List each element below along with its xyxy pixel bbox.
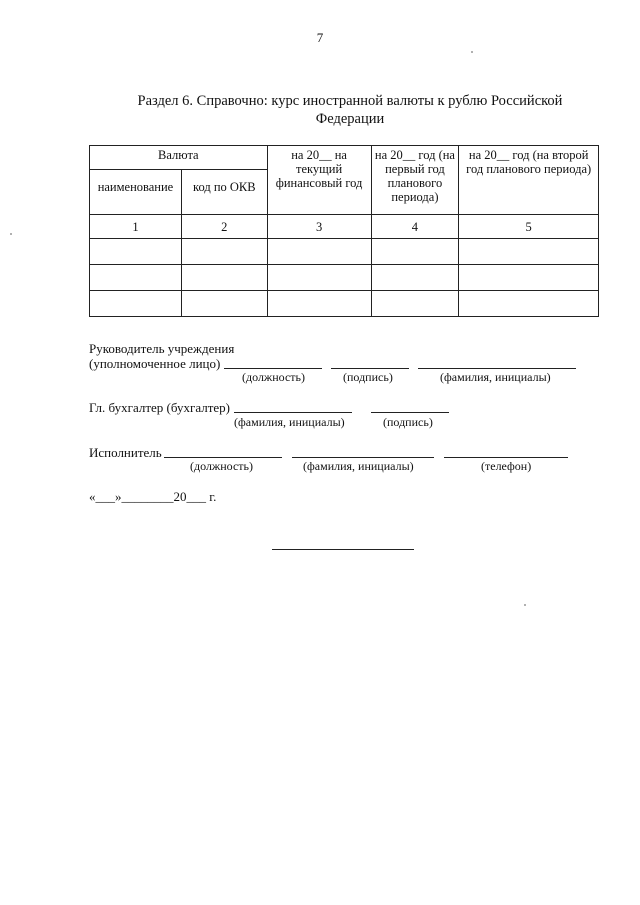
table-cell (90, 291, 182, 317)
table-cell (371, 265, 459, 291)
executor-position-line (164, 457, 282, 458)
section-title-line-2: Федерации (315, 111, 385, 127)
table-row (90, 239, 599, 265)
accountant-label: Гл. бухгалтер (бухгалтер) (89, 400, 230, 415)
accountant-name-line (234, 412, 352, 413)
table-cell (459, 291, 599, 317)
table-row (90, 291, 599, 317)
executor-name-line (292, 457, 434, 458)
currency-name-header: наименование (90, 170, 182, 215)
date-line: «___»________20___ г. (89, 489, 217, 504)
table-cell (181, 265, 267, 291)
accountant-signature-caption: (подпись) (383, 415, 433, 429)
accountant-signature-line (371, 412, 449, 413)
table-cell (459, 265, 599, 291)
head-position-line (224, 368, 322, 369)
table-cell (181, 239, 267, 265)
head-signature-line (331, 368, 409, 369)
exchange-rate-table (89, 145, 599, 317)
column-number-5: 5 (459, 215, 599, 239)
scan-speck (524, 604, 526, 606)
table-cell (90, 265, 182, 291)
head-name-line (418, 368, 576, 369)
first-plan-year-header: на 20__ год (на первый год планового периода) (371, 146, 459, 215)
column-number-2: 2 (181, 215, 267, 239)
scan-speck (10, 233, 12, 235)
executor-position-caption: (должность) (190, 459, 253, 473)
table-cell (267, 265, 371, 291)
table-cell (371, 291, 459, 317)
head-label-line-1: Руководитель учреждения (89, 341, 235, 356)
executor-label: Исполнитель (89, 445, 162, 460)
page-number: 7 (316, 30, 324, 45)
accountant-name-caption: (фамилия, инициалы) (234, 415, 345, 429)
okv-code-header: код по ОКВ (181, 170, 267, 215)
table-cell (90, 239, 182, 265)
column-number-3: 3 (267, 215, 371, 239)
section-title (100, 92, 600, 128)
current-year-header: на 20__ на текущий финансовый год (267, 146, 371, 215)
scan-speck (471, 51, 473, 53)
head-label-line-2: (уполномоченное лицо) (89, 356, 221, 371)
table-cell (459, 239, 599, 265)
head-name-caption: (фамилия, инициалы) (440, 370, 551, 384)
head-signature-caption: (подпись) (343, 370, 393, 384)
table-cell (181, 291, 267, 317)
table-cell (371, 239, 459, 265)
column-number-4: 4 (371, 215, 459, 239)
executor-phone-caption: (телефон) (481, 459, 532, 473)
executor-name-caption: (фамилия, инициалы) (303, 459, 414, 473)
second-plan-year-header: на 20__ год (на второй год планового периода) (459, 146, 599, 215)
currency-header: Валюта (90, 146, 268, 170)
section-title-line-1: Раздел 6. Справочно: курс иностранной валюты к рублю Российской (137, 93, 563, 109)
table-cell (267, 239, 371, 265)
column-number-1: 1 (90, 215, 182, 239)
head-position-caption: (должность) (242, 370, 305, 384)
table-cell (267, 291, 371, 317)
closing-separator-line (272, 549, 414, 550)
executor-phone-line (444, 457, 568, 458)
table-row (90, 265, 599, 291)
